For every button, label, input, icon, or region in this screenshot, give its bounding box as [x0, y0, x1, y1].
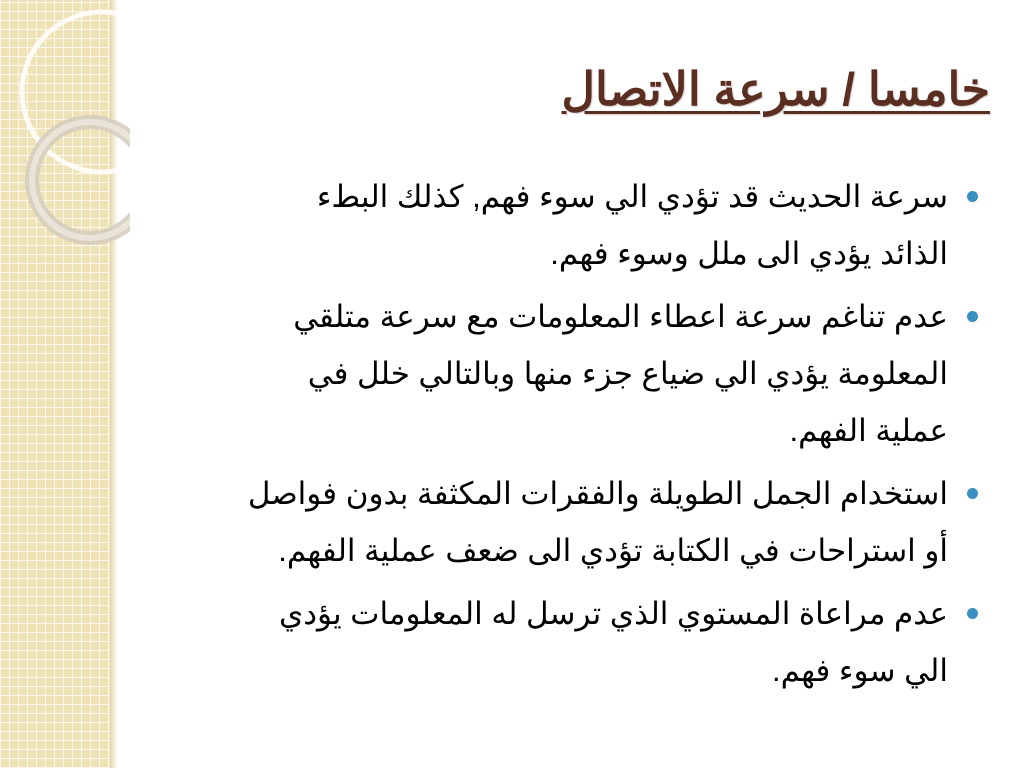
bullet-item — [180, 465, 980, 579]
bullet-line: أو استراحات في الكتابة تؤدي الى ضعف عملية الفهم. — [278, 533, 948, 568]
bullet-list — [180, 168, 980, 699]
bullet-line: عملية الفهم. — [789, 413, 948, 448]
bullet-line: سرعة الحديث قد تؤدي الي سوء فهم, كذلك البطء — [316, 179, 948, 214]
bullet-icon — [967, 608, 978, 619]
decorative-rings — [0, 0, 130, 260]
bullet-item — [180, 585, 980, 699]
bullet-line: استخدام الجمل الطويلة والفقرات المكثفة بدون فواصل — [247, 476, 948, 511]
bullet-line: عدم تناغم سرعة اعطاء المعلومات مع سرعة متلقي — [293, 299, 948, 334]
bullet-line: الي سوء فهم. — [771, 653, 948, 688]
bullet-icon — [967, 488, 978, 499]
bullet-line: عدم مراعاة المستوي الذي ترسل له المعلومات يؤدي — [278, 596, 948, 631]
bullet-icon — [967, 311, 978, 322]
bullet-icon — [967, 191, 978, 202]
bullet-item — [180, 168, 980, 282]
content-area — [180, 168, 980, 705]
bullet-line: المعلومة يؤدي الي ضياع جزء منها وبالتالي خلل في — [307, 356, 948, 391]
bullet-line: الذائد يؤدي الى ملل وسوء فهم. — [550, 236, 948, 271]
bullet-item — [180, 288, 980, 459]
slide-title: خامسا / سرعة الاتصال — [561, 63, 990, 115]
